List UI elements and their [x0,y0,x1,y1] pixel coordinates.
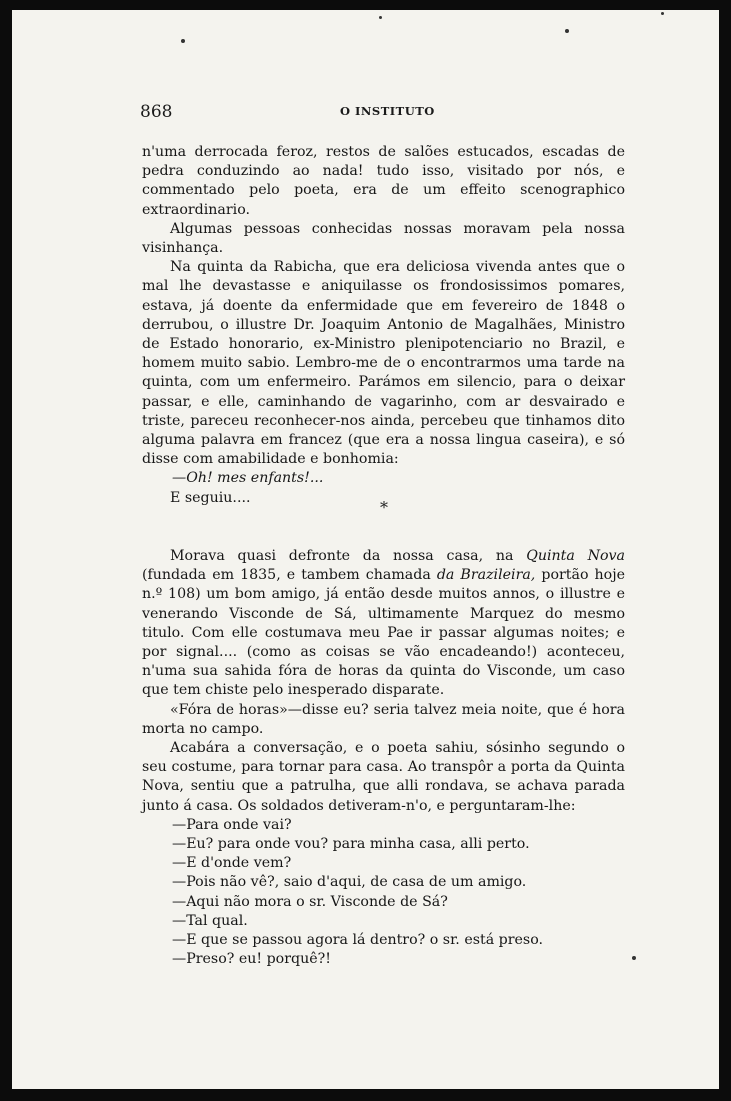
running-title: O INSTITUTO [340,104,435,118]
italic-run: Quinta Nova [526,548,626,564]
dialog-line: —Tal qual. [172,912,248,929]
paragraph: «Fóra de horas»—disse eu? seria talvez meia noite, que é hora morta no campo. [142,701,625,737]
paragraph: Algumas pessoas conhecidas nossas moravam pela nossa visinhança. [142,220,625,257]
scan-speck [565,29,569,33]
scan-speck [379,16,382,19]
paragraph: Na quinta da Rabicha, que era deliciosa vivenda antes que o mal lhe devastasse e aniquilasse os frondosissimos pomares, estava, já doente da enfermidade que em fevereiro de 1848 o derrubou, o illustre Dr. Joaquim Antonio de Magalhães, Ministro de Estado honorario, ex-Ministro plenipotenciario no Brazil, e homem muito sabio. Lembro-me de o encontrarmos uma tarde na quinta, com um enfermeiro. Parámos em silencio, para o deixar passar, e elle, caminhando de vagarinho, com ar desvairado e triste, pareceu reconhecer-nos ainda, percebeu que tinhamos dito alguma palavra em francez (que era a nossa lingua caseira), e só disse com amabilidade e bonhomia: [142,259,625,468]
italic-run: da Brazileira, [436,567,536,584]
paragraph: E seguiu.... [170,489,251,506]
section-one [142,143,625,508]
dialog-line: —Eu? para onde vou? para minha casa, alli perto. [172,836,530,853]
text-run: (fundada em 1835, e tambem chamada [142,567,437,584]
dialog-line: —Aqui não mora o sr. Visconde de Sá? [172,893,448,910]
page-header [140,102,640,122]
dialog-line: —Para onde vai? [172,816,292,833]
quote-line: —Oh! mes enfants!... [172,470,324,487]
dialog-line: —E que se passou agora lá dentro? o sr. está preso. [172,932,544,949]
scan-speck [632,956,636,960]
book-page [12,10,719,1089]
section-two [142,547,625,969]
paragraph [142,547,625,701]
scan-speck [661,12,664,15]
paragraph: n'uma derrocada feroz, restos de salões estucados, escadas de pedra conduzindo ao nada! tudo isso, visitado por nós, e commentado pelo poeta, era de um effeito scenographico extraordinario. [142,144,625,218]
dialog-line: —E d'onde vem? [172,855,292,872]
dialog-line: —Pois não vê?, saio d'aqui, de casa de um amigo. [172,874,527,891]
dialog-line: —Preso? eu! porquê?! [172,951,331,968]
paragraph: Acabára a conversação, e o poeta sahiu, sósinho segundo o seu costume, para tornar para casa. Ao transpôr a porta da Quinta Nova, sentiu que a patrulha, que alli rondava, se achava parada junto á casa. Os soldados detiveram-n'o, e perguntaram-lhe: [142,740,625,814]
section-separator: * [380,498,388,517]
scan-speck [181,39,185,43]
text-run: portão hoje n.º 108) um bom amigo, já então desde muitos annos, o illustre e venerando Visconde de Sá, ultimamente Marquez do mesmo titulo. Com elle costumava meu Pae ir passar algumas noites; e por signal.... (como as coisas se vão encadeando!) aconteceu, n'uma sua sahida fóra de horas da quinta do Visconde, um caso que tem chiste pelo inesperado disparate. [142,567,626,699]
page-number: 868 [140,102,173,122]
text-run: Morava quasi defronte da nossa casa, na [170,548,527,564]
